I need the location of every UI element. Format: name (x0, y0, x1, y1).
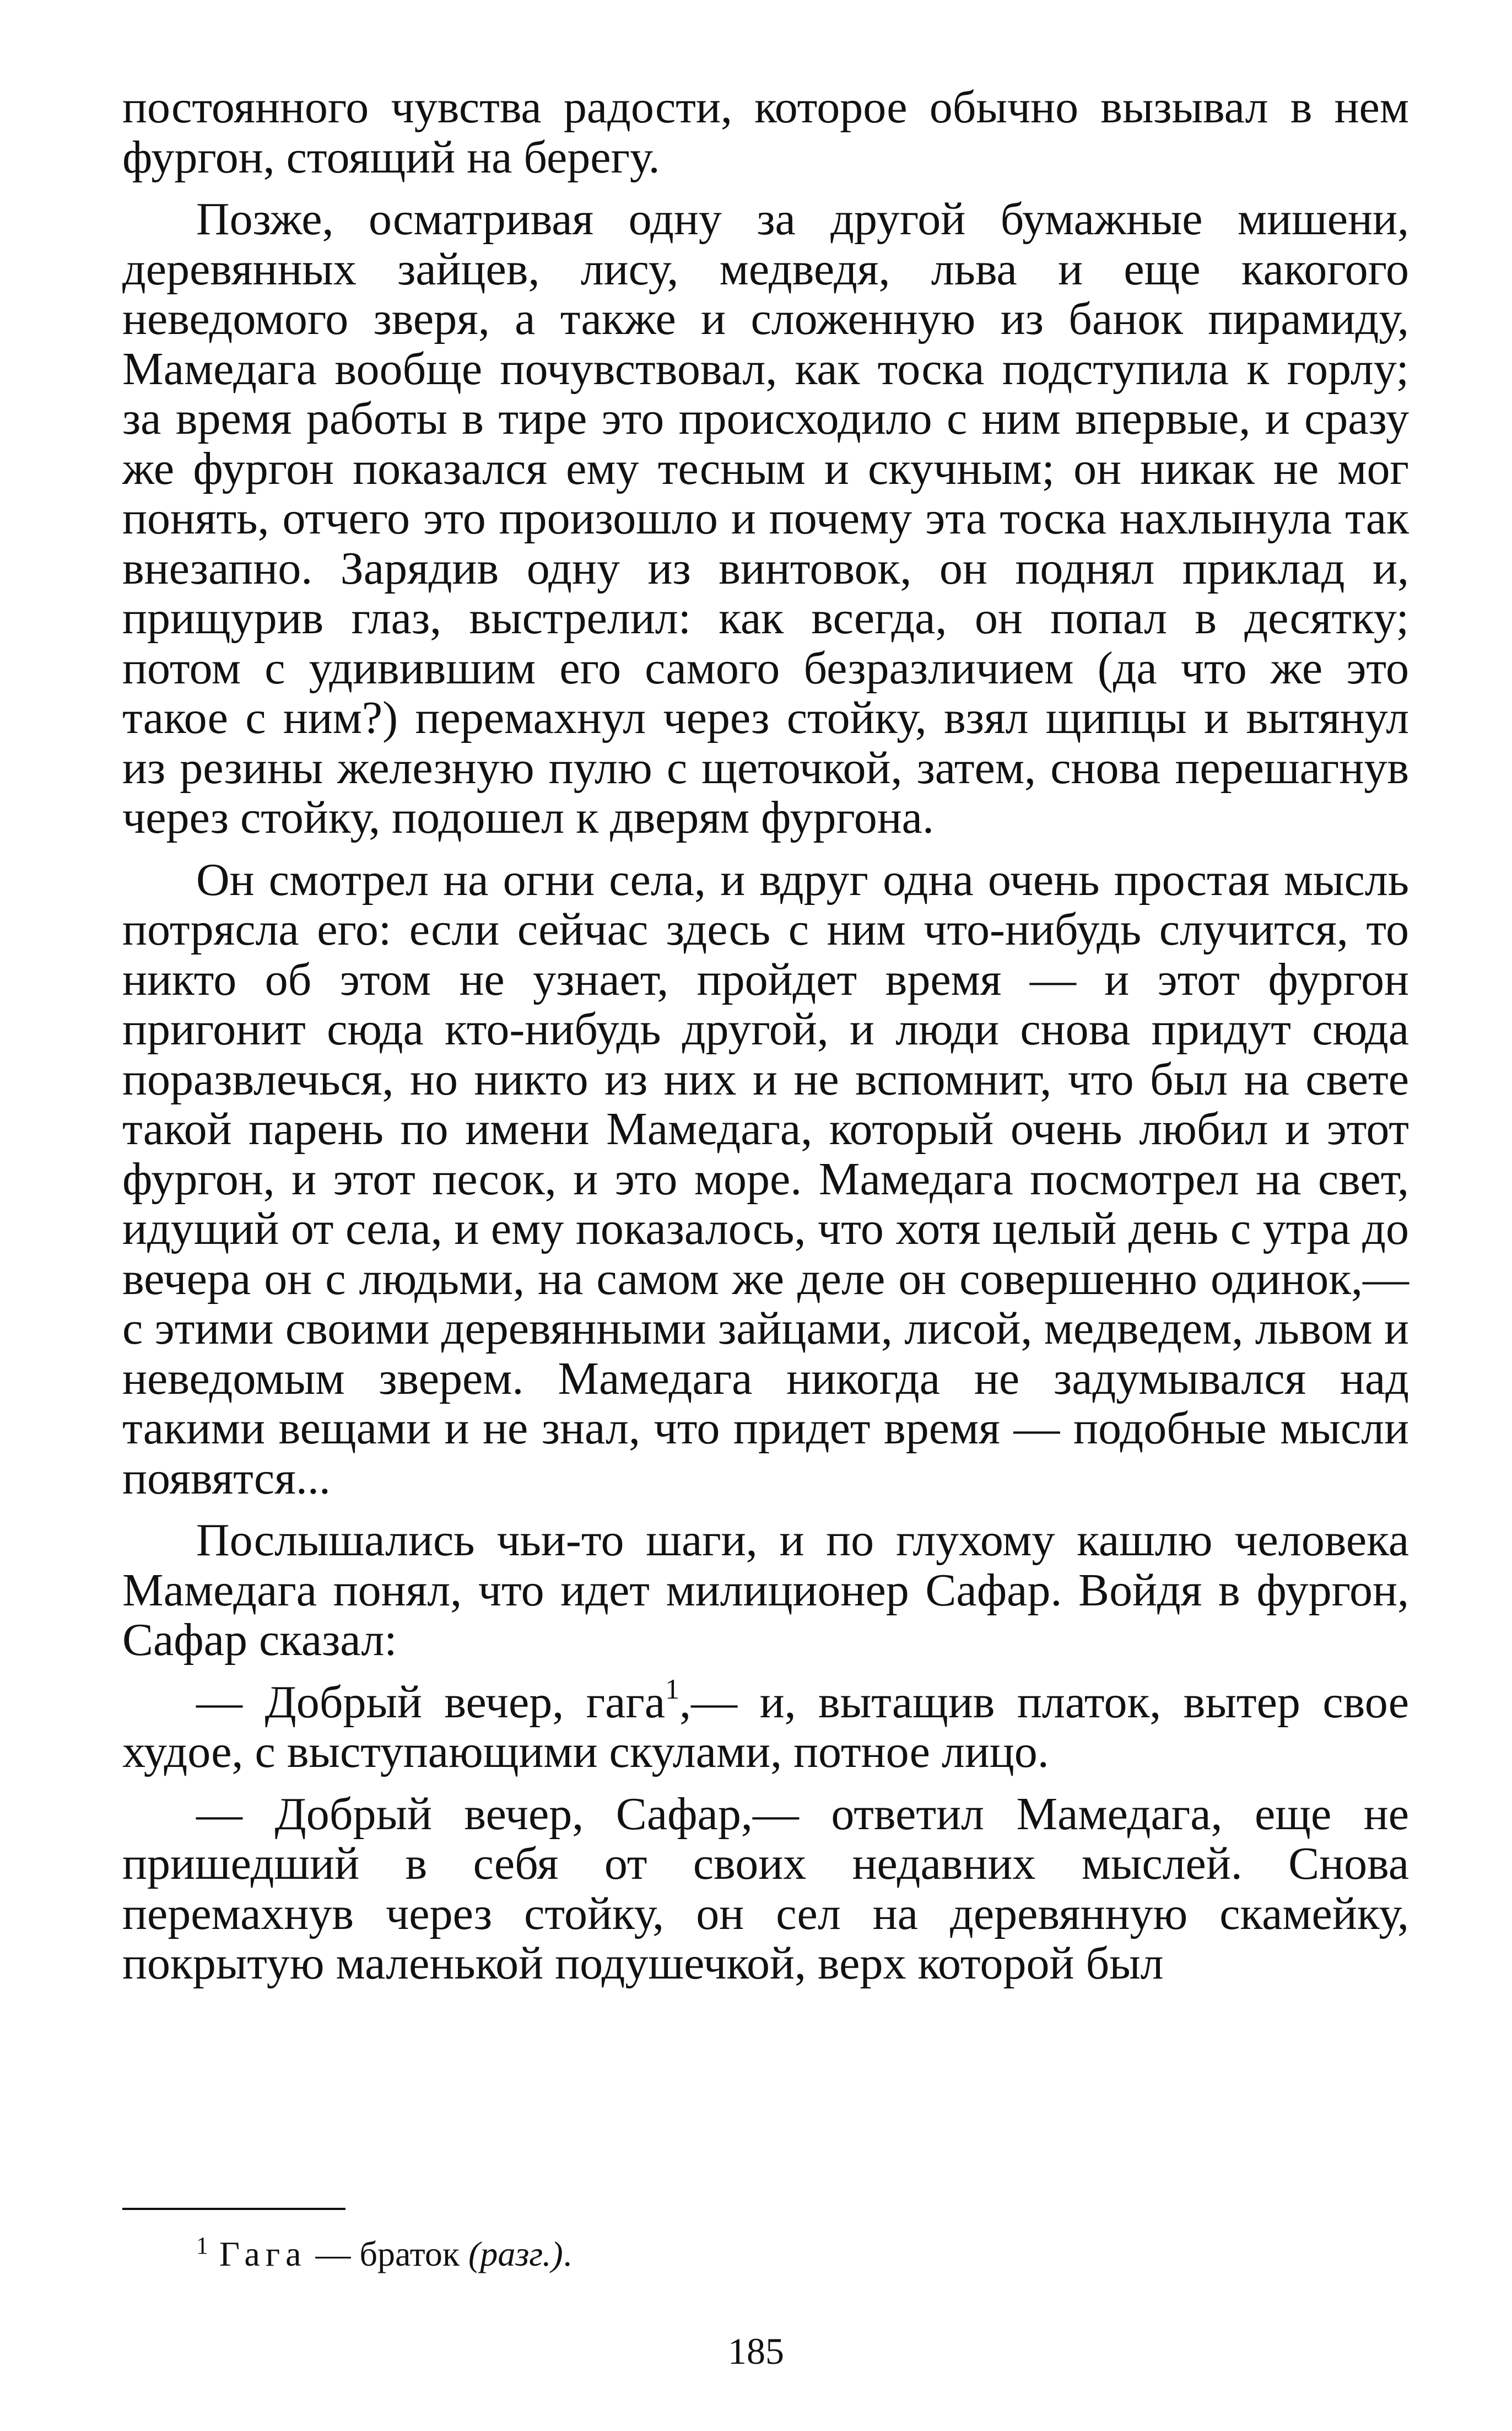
paragraph-3: Он смотрел на огни села, и вдруг одна очень простая мысль потрясла его: если сейчас здесь с ним что-нибудь случится, то никто об этом не узнает, пройдет время — и этот фургон пригонит сюда кто-нибудь другой, и люди снова придут сюда поразвлечься, но никто из них и не вспомнит, что был на свете такой парень по имени Мамедага, который очень любил и этот фургон, и этот песок, и это море. Мамедага посмотрел на свет, идущий от села, и ему показалось, что хотя целый день с утра до вечера он с людьми, на самом же деле он совершенно одинок,— с этими своими деревянными зайцами, лисой, медведем, львом и неведомым зверем. Мамедага никогда не задумывался над такими вещами и не знал, что придет время — подобные мысли появятся... (122, 854, 1409, 1504)
footnote-reference: 1 (665, 1673, 680, 1705)
footnote-mark: 1 (196, 2232, 208, 2259)
footnote-abbreviation: (разг.) (468, 2234, 563, 2273)
page-number: 185 (728, 2330, 784, 2372)
paragraph-5-start: — Добрый вечер, гага (196, 1676, 666, 1728)
footnote (196, 2232, 572, 2276)
paragraph-6: — Добрый вечер, Сафар,— ответил Мамедага, еще не пришедший в себя от своих недавних мыслей. Снова перемахнув через стойку, он сел на деревянную скамейку, покрытую маленькой подушечкой, верх которой был (122, 1788, 1409, 1989)
footnote-definition: — браток (306, 2234, 468, 2273)
footnote-term: Гага (219, 2234, 307, 2273)
paragraph-5-end: ,— и, вытащив платок, вытер свое худое, с выступающими скулами, потное лицо. (122, 1676, 1409, 1777)
footnote-end: . (563, 2234, 572, 2273)
paragraph-2: Позже, осматривая одну за другой бумажные мишени, деревянных зайцев, лису, медведя, льва и еще какогого неведомого зверя, а также и сложенную из банок пирамиду, Мамедага вообще почувствовал, как тоска подступила к горлу; за время работы в тире это происходило с ним впервые, и сразу же фургон показался ему тесным и скучным; он никак не мог понять, отчего это произошло и почему эта тоска нахлынула так внезапно. Зарядив одну из винтовок, он поднял приклад и, прищурив глаз, выстрелил: как всегда, он попал в десятку; потом с удивившим его самого безразличием (да что же это такое с ним?) перемахнул через стойку, взял щипцы и вытянул из резины железную пулю с щеточкой, затем, снова перешагнув через стойку, подошел к дверям фургона. (122, 193, 1409, 843)
paragraph-5 (122, 1673, 1409, 1777)
paragraph-1: постоянного чувства радости, которое обычно вызывал в нем фургон, стоящий на берегу. (122, 82, 1409, 183)
paragraph-4: Послышались чьи-то шаги, и по глухому кашлю человека Мамедага понял, что идет милиционер Сафар. Войдя в фургон, Сафар сказал: (122, 1514, 1409, 1665)
footnote-divider (122, 2208, 345, 2210)
page-body (122, 83, 1409, 2001)
